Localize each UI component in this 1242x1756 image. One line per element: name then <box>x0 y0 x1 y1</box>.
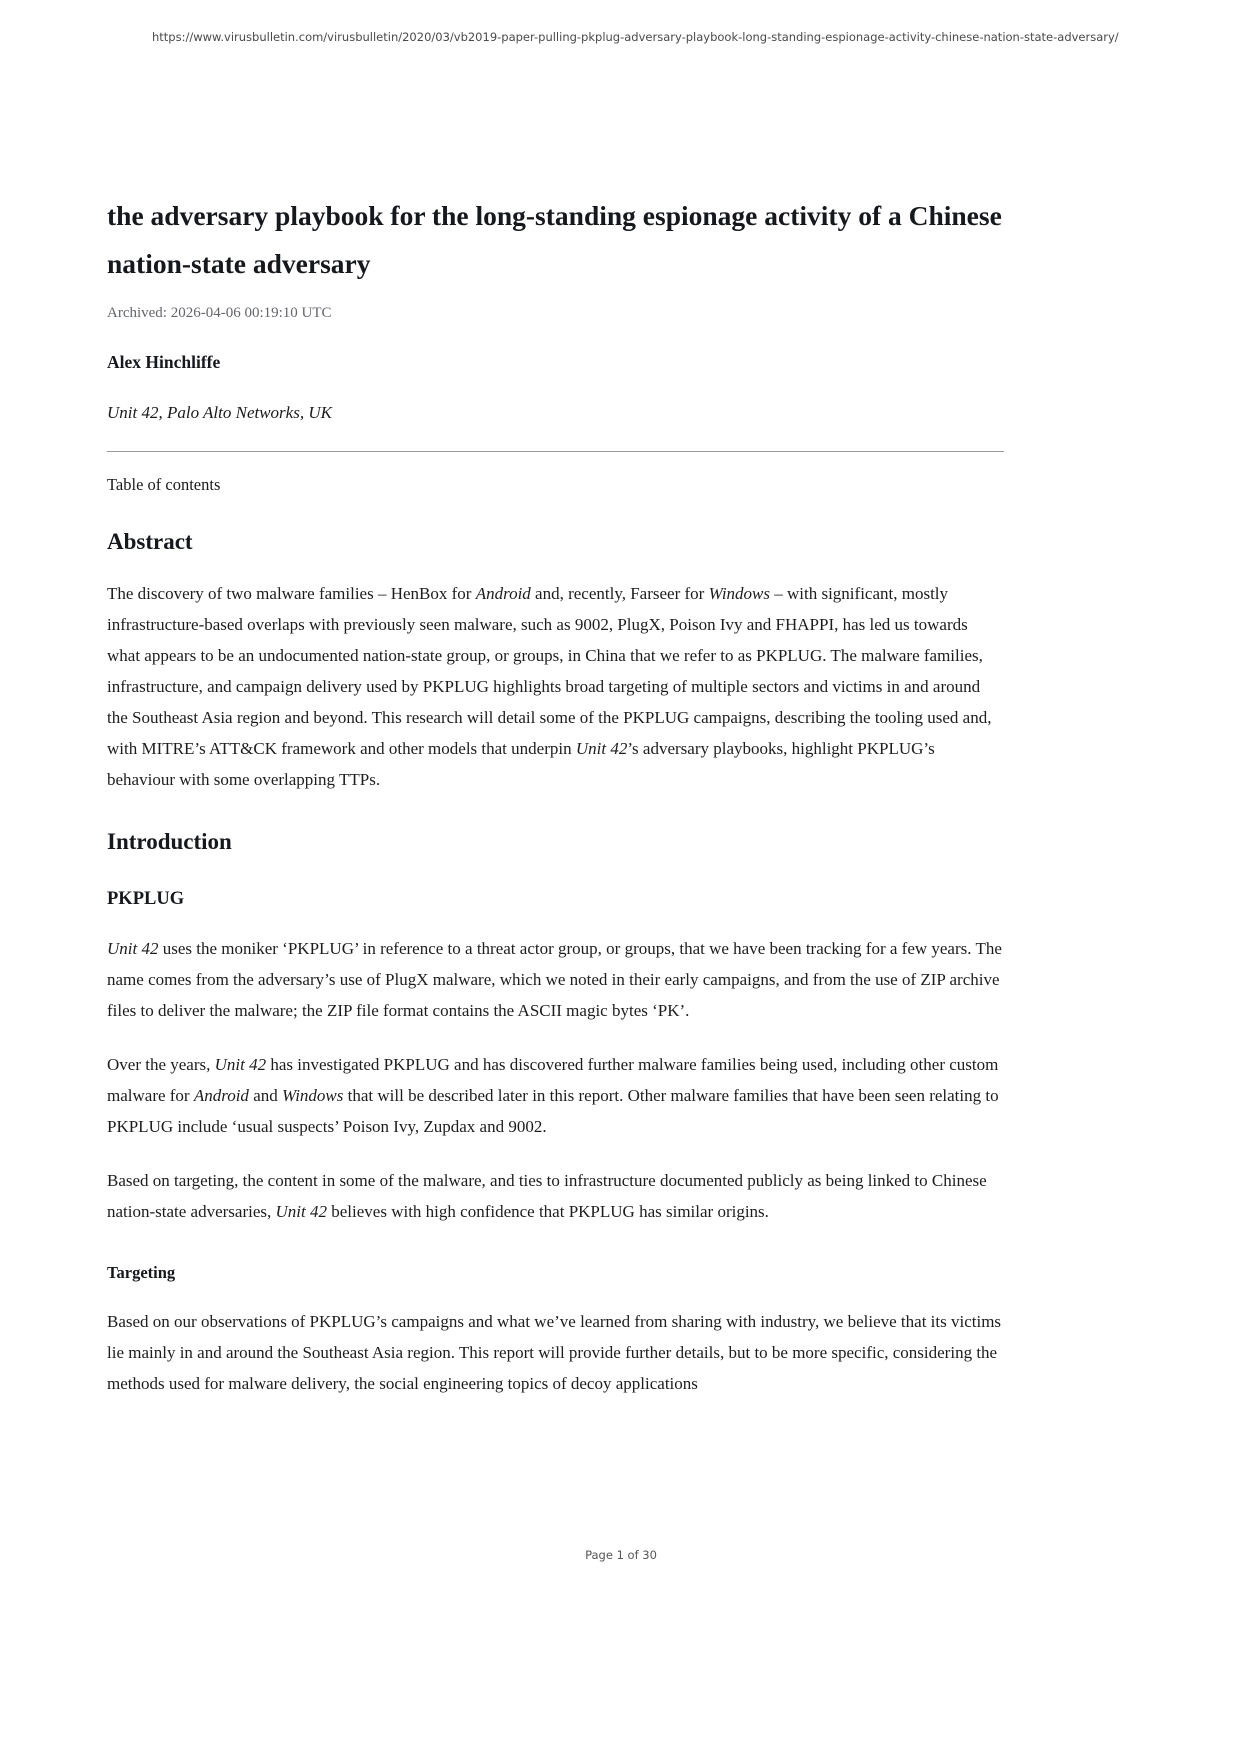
table-of-contents-label: Table of contents <box>107 475 221 494</box>
author-affiliation: Unit 42, Palo Alto Networks, UK <box>107 403 332 422</box>
heading-introduction: Introduction <box>107 829 232 854</box>
heading-pkplug: PKPLUG <box>107 889 185 909</box>
targeting-paragraph-1: Based on our observations of PKPLUG’s campaigns and what we’ve learned from sharing with industry, we believe that its victims lie mainly in and around the Southeast Asia region. This report will provide further details, but to be more specific, considering the methods used for malware delivery, the social engineering topics of decoy applications <box>107 1312 1002 1393</box>
abstract-paragraph: The discovery of two malware families – HenBox for Android and, recently, Farseer for Windows – with significant, mostly infrastructure-based overlaps with previously seen malware, such as 9002, PlugX, Poison Ivy and FHAPPI, has led us towards what appears to be an undocumented nation-state group, or groups, in China that we refer to as PKPLUG. The malware families, infrastructure, and campaign delivery used by PKPLUG highlights broad targeting of multiple sectors and victims in and around the Southeast Asia region and beyond. This research will detail some of the PKPLUG campaigns, describing the tooling used and, with MITRE’s ATT&CK framework and other models that underpin Unit 42’s adversary playbooks, highlight PKPLUG’s behaviour with some overlapping TTPs. <box>107 584 992 789</box>
heading-targeting: Targeting <box>107 1263 176 1282</box>
article-title: the adversary playbook for the long-standing espionage activity of a Chinese nation-state adversary <box>107 200 1002 279</box>
heading-abstract: Abstract <box>107 529 193 554</box>
pkplug-paragraph-3: Based on targeting, the content in some of the malware, and ties to infrastructure documented publicly as being linked to Chinese nation-state adversaries, Unit 42 believes with high confidence that PKPLUG has similar origins. <box>107 1171 987 1221</box>
archived-timestamp: Archived: 2026-04-06 00:19:10 UTC <box>107 305 332 321</box>
page-url: https://www.virusbulletin.com/virusbulletin/2020/03/vb2019-paper-pulling-pkplug-adversary-playbook-long-standing-espionage-activity-chinese-nation-state-adversary/ <box>152 30 1119 44</box>
pkplug-paragraph-2: Over the years, Unit 42 has investigated PKPLUG and has discovered further malware families being used, including other custom malware for Android and Windows that will be described later in this report. Other malware families that have been seen relating to PKPLUG include ‘usual suspects’ Poison Ivy, Zupdax and 9002. <box>107 1055 999 1136</box>
pkplug-paragraph-1: Unit 42 uses the moniker ‘PKPLUG’ in reference to a threat actor group, or groups, that we have been tracking for a few years. The name comes from the adversary’s use of PlugX malware, which we noted in their early campaigns, and from the use of ZIP archive files to deliver the malware; the ZIP file format contains the ASCII magic bytes ‘PK’. <box>107 939 1002 1020</box>
page-number: Page 1 of 30 <box>585 1548 657 1562</box>
divider <box>107 451 1004 452</box>
article-body <box>107 0 1004 1399</box>
author-name: Alex Hinchliffe <box>107 352 221 372</box>
